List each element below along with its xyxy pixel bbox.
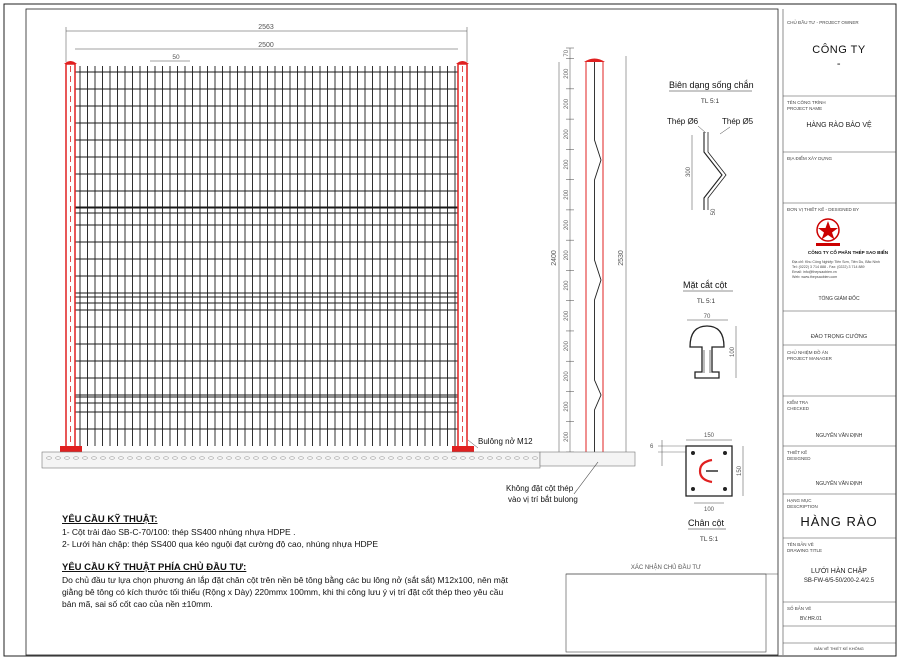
designed-label-en: DESIGNED bbox=[787, 456, 811, 461]
approval-title: XÁC NHẬN CHỦ ĐẦU TƯ bbox=[630, 565, 702, 571]
right-base-plate bbox=[452, 446, 474, 452]
checked-label: KIỂM TRA bbox=[787, 400, 809, 405]
category-label: HẠNG MỤC bbox=[787, 498, 812, 503]
steel-6-label: Thép Ø6 bbox=[667, 117, 699, 126]
manager-label-en: PROJECT MANAGER bbox=[787, 356, 832, 361]
sheet-border bbox=[4, 4, 896, 656]
base-dim-150-top: 150 bbox=[703, 433, 715, 439]
post-dim-100: 100 bbox=[730, 346, 736, 358]
segment-dim-label: 200 bbox=[564, 250, 570, 261]
profile-title: Biên dạng sống chắn bbox=[669, 80, 754, 90]
technical-requirements bbox=[62, 514, 502, 550]
dim-mesh-spacing: 50 bbox=[172, 54, 180, 61]
tech-heading: YÊU CẦU KỸ THUẬT: bbox=[62, 514, 158, 525]
owner-line-3: bản mã, sai số cốt cao của nền ±10mm. bbox=[62, 599, 213, 609]
base-scale: TL 5:1 bbox=[699, 536, 719, 543]
address-line-4: Web: www.thepsaobien.com bbox=[792, 275, 838, 279]
project-name: HÀNG RÀO BẢO VỆ bbox=[806, 122, 872, 129]
segment-dim-label: 200 bbox=[564, 310, 570, 321]
company-logo bbox=[816, 219, 840, 246]
concrete-ground bbox=[42, 452, 540, 468]
profile-dim-50: 50 bbox=[711, 208, 717, 216]
segment-dim-label: 200 bbox=[564, 341, 570, 352]
no-post-note-line2: vào vị trí bắt bulong bbox=[508, 495, 578, 504]
bolt-label: Bulông nở M12 bbox=[478, 437, 533, 446]
tech-item-1: 1- Cột trải đào SB-C-70/100: thép SS400 nhúng nhựa HDPE . bbox=[62, 527, 296, 537]
segment-dim-label: 200 bbox=[564, 189, 570, 200]
designer-address bbox=[792, 260, 896, 280]
owner-name: CÔNG TY bbox=[812, 44, 866, 56]
checked-label-en: CHECKED bbox=[787, 406, 810, 411]
owner-label: CHỦ ĐẦU TƯ - PROJECT OWNER bbox=[787, 20, 859, 25]
drawing-label: TÊN BẢN VẼ bbox=[787, 542, 814, 547]
owner-line-2: giằng bê tông có kích thước tối thiểu (Rộng x Dày) 220mmx 100mm, khi thi công lưu ý vị trí đặt cốt thép theo yêu cầu bbox=[62, 587, 504, 597]
post-section-title: Mặt cắt cột bbox=[683, 280, 728, 290]
base-dim-150-side: 150 bbox=[737, 465, 743, 477]
post-section-detail bbox=[683, 280, 736, 378]
sheet-label: SỐ BẢN VẼ bbox=[787, 606, 812, 611]
segment-dim-label: 200 bbox=[564, 129, 570, 140]
project-label: TÊN CÔNG TRÌNH bbox=[787, 100, 826, 105]
post-section-scale: TL 5:1 bbox=[696, 298, 716, 305]
approval-box bbox=[566, 564, 778, 652]
left-base-plate bbox=[60, 446, 82, 452]
designed-name: NGUYỄN VĂN ĐỊNH bbox=[815, 481, 863, 487]
owner-requirements bbox=[62, 562, 532, 610]
base-title: Chân cột bbox=[688, 518, 725, 528]
no-post-note-line1: Không đặt cột thép bbox=[506, 484, 574, 493]
designer-name: CÔNG TY CỔ PHẦN THÉP SAO BIỂN bbox=[807, 250, 889, 255]
director-name: ĐÀO TRỌNG CƯỜNG bbox=[810, 334, 868, 340]
address-line-1: Địa chỉ: Khu Công Nghiệp Tiên Sơn, Tiên Du, Bắc Ninh bbox=[792, 260, 880, 264]
owner-dash: - bbox=[836, 58, 842, 70]
base-plate-detail bbox=[650, 433, 743, 543]
segment-dim-label: 70 bbox=[564, 49, 570, 57]
profile-scale: TL 5:1 bbox=[700, 98, 720, 105]
designed-label: THIẾT KẾ bbox=[787, 450, 808, 455]
sheet-code: BV.HR.01 bbox=[800, 616, 822, 622]
owner-line-1: Do chủ đầu tư lựa chọn phương án lắp đặt chân cột trên nền bê tông bằng các bu lông nở (sắt sắt) M12x100, nên mặt bbox=[62, 575, 508, 585]
base-dim-6: 6 bbox=[650, 444, 654, 450]
designer-label: ĐƠN VỊ THIẾT KẾ - DESIGNED BY bbox=[787, 207, 859, 212]
address-line-3: Email: info@thepsaobien.vn bbox=[792, 270, 837, 274]
base-dim-100: 100 bbox=[703, 507, 715, 513]
director-label: TỔNG GIÁM ĐỐC bbox=[818, 296, 860, 302]
tech-item-2: 2- Lưới hàn chập: thép SS400 qua kéo nguội đạt cường độ cao, nhúng nhựa HDPE bbox=[62, 539, 379, 549]
location-label: ĐỊA ĐIỂM XÂY DỰNG bbox=[787, 156, 833, 161]
fence-elevation bbox=[42, 24, 540, 468]
segment-dim-label: 200 bbox=[564, 159, 570, 170]
segment-dim-label: 200 bbox=[564, 280, 570, 291]
owner-heading: YÊU CẦU KỸ THUẬT PHÍA CHỦ ĐẦU TƯ: bbox=[62, 562, 247, 573]
project-label-en: PROJECT NAME bbox=[787, 106, 823, 111]
drawing-label-en: DRAWING TITLE bbox=[787, 548, 823, 553]
drawing-code: SB-FW-6/5-50/200-2.4/2.5 bbox=[803, 578, 875, 584]
category-name: HÀNG RÀO bbox=[800, 514, 878, 529]
dim-post-height: 2400 bbox=[551, 250, 558, 266]
segment-dim-label: 200 bbox=[564, 431, 570, 442]
profile-dim-300: 300 bbox=[686, 166, 692, 178]
dim-panel-width: 2500 bbox=[258, 42, 274, 49]
segment-dim-label: 200 bbox=[564, 98, 570, 109]
dim-overall-height: 2530 bbox=[618, 250, 625, 266]
address-line-2: Tel: (0222) 3 714 888 - Fax: (0222) 3 714 889 bbox=[792, 265, 865, 269]
side-view-mesh bbox=[595, 62, 602, 452]
profile-detail bbox=[667, 80, 754, 215]
footer-note: BẢN VẼ THIẾT KẾ KHÔNG bbox=[814, 646, 864, 651]
segment-dim-label: 200 bbox=[564, 68, 570, 79]
steel-5-label: Thép Ø5 bbox=[722, 117, 754, 126]
post-side-view bbox=[506, 48, 635, 504]
checked-name: NGUYỄN VĂN ĐỊNH bbox=[815, 433, 863, 439]
drawing-name: LƯỚI HÀN CHẬP bbox=[811, 568, 867, 575]
segment-dim-label: 200 bbox=[564, 371, 570, 382]
segment-dim-label: 200 bbox=[564, 401, 570, 412]
manager-label: CHỦ NHIỆM ĐỒ ÁN bbox=[787, 350, 829, 355]
post-dim-70: 70 bbox=[703, 314, 711, 320]
segment-dim-label: 200 bbox=[564, 220, 570, 231]
dim-overall-width: 2563 bbox=[258, 24, 274, 31]
category-label-en: DESCRIPTION bbox=[787, 504, 818, 509]
